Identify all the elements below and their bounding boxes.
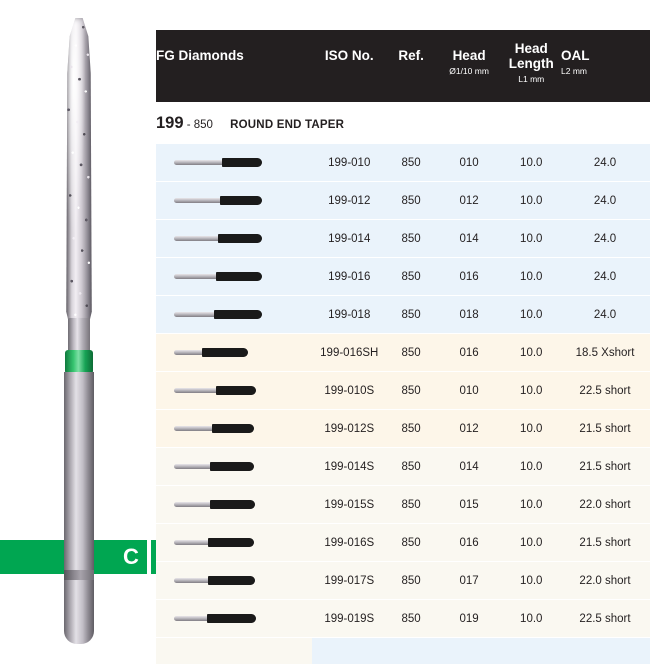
product-illustration-panel (0, 0, 156, 650)
cell-head-length: 10.0 (502, 410, 561, 448)
table-row (156, 220, 650, 258)
cell-head-length: 10.0 (502, 334, 561, 372)
cell-oal: 21.5 short (561, 448, 650, 486)
table-tail-cell (312, 638, 386, 664)
column-header-iso-no-label: ISO No. (313, 30, 386, 63)
cell-ref: 850 (386, 182, 436, 220)
row-bur-glyph-cell (156, 562, 312, 600)
row-bur-glyph-cell (156, 410, 312, 448)
bur-glyph (156, 182, 312, 219)
bur-glyph (156, 144, 312, 181)
band-gap (147, 540, 151, 574)
table-row (156, 372, 650, 410)
cell-oal: 22.5 short (561, 600, 650, 638)
bur-glyph (156, 296, 312, 333)
cell-head-length: 10.0 (502, 524, 561, 562)
row-bur-glyph-cell (156, 182, 312, 220)
cell-head-length: 10.0 (502, 486, 561, 524)
cell-iso-no: 199-012S (312, 410, 386, 448)
table-header-row (156, 30, 650, 102)
cell-head: 016 (436, 258, 502, 296)
cell-oal: 21.5 short (561, 410, 650, 448)
row-bur-glyph-cell (156, 296, 312, 334)
cell-head-length: 10.0 (502, 182, 561, 220)
cell-oal: 24.0 (561, 182, 650, 220)
cell-head: 010 (436, 372, 502, 410)
table-header (156, 30, 650, 102)
cell-head-length: 10.0 (502, 562, 561, 600)
table-row (156, 144, 650, 182)
cell-head: 016 (436, 334, 502, 372)
column-header-head-length-sub: L1 mm (502, 71, 560, 85)
cell-ref: 850 (386, 486, 436, 524)
table-row (156, 258, 650, 296)
table-row (156, 524, 650, 562)
cell-head: 012 (436, 410, 502, 448)
table-row (156, 182, 650, 220)
bur-glyph-head (222, 158, 262, 167)
cell-head-length: 10.0 (502, 258, 561, 296)
cell-iso-no: 199-014 (312, 220, 386, 258)
bur-glyph-head (214, 310, 262, 319)
cell-iso-no: 199-017S (312, 562, 386, 600)
bur-glyph-head (208, 538, 254, 547)
table-row (156, 448, 650, 486)
column-header-oal-sub: L2 mm (561, 63, 649, 77)
cell-head: 018 (436, 296, 502, 334)
table-row (156, 334, 650, 372)
table-tail-cell (386, 638, 436, 664)
bur-green-ring (65, 350, 93, 374)
cell-head-length: 10.0 (502, 144, 561, 182)
row-bur-glyph-cell (156, 448, 312, 486)
cell-oal: 24.0 (561, 220, 650, 258)
cell-head-length: 10.0 (502, 372, 561, 410)
table-tail-cell (561, 638, 650, 664)
table-row (156, 486, 650, 524)
bur-glyph-head (220, 196, 262, 205)
column-header-fg-diamonds-label: FG Diamonds (156, 30, 312, 63)
bur-glyph-head (218, 234, 262, 243)
bur-glyph-head (212, 424, 254, 433)
cell-head: 014 (436, 448, 502, 486)
table-row (156, 600, 650, 638)
column-header-head-label: Head (437, 30, 502, 63)
cell-iso-no: 199-010S (312, 372, 386, 410)
cell-head: 016 (436, 524, 502, 562)
row-bur-glyph-cell (156, 486, 312, 524)
bur-glyph (156, 334, 312, 371)
cell-head-length: 10.0 (502, 220, 561, 258)
bur-shank (64, 372, 94, 644)
table-tail-row (156, 638, 650, 664)
cell-ref: 850 (386, 524, 436, 562)
bur-glyph (156, 410, 312, 447)
cell-ref: 850 (386, 334, 436, 372)
specification-table (156, 30, 650, 664)
bur-glyph (156, 448, 312, 485)
cell-head: 012 (436, 182, 502, 220)
cell-ref: 850 (386, 258, 436, 296)
cell-head: 017 (436, 562, 502, 600)
row-bur-glyph-cell (156, 144, 312, 182)
band-letter: C (116, 544, 146, 570)
column-header-fg-diamonds (156, 30, 312, 102)
cell-head-length: 10.0 (502, 448, 561, 486)
cell-head: 015 (436, 486, 502, 524)
bur-shank-notch (64, 570, 94, 580)
group-title-row (156, 102, 650, 144)
cell-head: 010 (436, 144, 502, 182)
cell-ref: 850 (386, 144, 436, 182)
cell-head-length: 10.0 (502, 600, 561, 638)
table-row (156, 410, 650, 448)
bur-glyph (156, 486, 312, 523)
row-bur-glyph-cell (156, 524, 312, 562)
table-body (156, 102, 650, 664)
cell-iso-no: 199-019S (312, 600, 386, 638)
cell-ref: 850 (386, 220, 436, 258)
cell-oal: 24.0 (561, 258, 650, 296)
column-header-ref (386, 30, 436, 102)
group-title-cell (156, 102, 650, 144)
bur-glyph (156, 372, 312, 409)
column-header-head-length-label: Head Length (502, 30, 560, 71)
table-row (156, 562, 650, 600)
cell-ref: 850 (386, 410, 436, 448)
cell-head-length: 10.0 (502, 296, 561, 334)
bur-glyph-head (216, 272, 262, 281)
bur-glyph (156, 220, 312, 257)
diamond-bur-illustration (52, 18, 104, 638)
cell-ref: 850 (386, 296, 436, 334)
cell-ref: 850 (386, 600, 436, 638)
cell-head: 019 (436, 600, 502, 638)
cell-iso-no: 199-014S (312, 448, 386, 486)
group-title-dash: - 850 (187, 119, 213, 131)
cell-iso-no: 199-010 (312, 144, 386, 182)
cell-ref: 850 (386, 448, 436, 486)
column-header-oal-label: OAL (561, 30, 649, 63)
row-bur-glyph-cell (156, 334, 312, 372)
row-bur-glyph-cell (156, 220, 312, 258)
bur-glyph (156, 600, 312, 637)
row-bur-glyph-cell (156, 258, 312, 296)
table-tail-cell (502, 638, 561, 664)
row-bur-glyph-cell (156, 372, 312, 410)
bur-neck (68, 318, 90, 354)
cell-oal: 21.5 short (561, 524, 650, 562)
cell-oal: 22.0 short (561, 486, 650, 524)
row-bur-glyph-cell (156, 600, 312, 638)
cell-ref: 850 (386, 562, 436, 600)
cell-oal: 22.0 short (561, 562, 650, 600)
cell-oal: 18.5 Xshort (561, 334, 650, 372)
bur-grit-texture (66, 18, 92, 324)
cell-oal: 22.5 short (561, 372, 650, 410)
cell-iso-no: 199-016 (312, 258, 386, 296)
cell-iso-no: 199-016S (312, 524, 386, 562)
bur-glyph (156, 258, 312, 295)
cell-iso-no: 199-012 (312, 182, 386, 220)
cell-oal: 24.0 (561, 296, 650, 334)
bur-glyph-head (216, 386, 256, 395)
cell-oal: 24.0 (561, 144, 650, 182)
cell-iso-no: 199-018 (312, 296, 386, 334)
column-header-head (436, 30, 502, 102)
bur-glyph (156, 562, 312, 599)
column-header-ref-label: Ref. (387, 30, 436, 63)
cell-head: 014 (436, 220, 502, 258)
group-title-name: ROUND END TAPER (216, 119, 344, 131)
bur-glyph-head (210, 500, 255, 509)
group-title-number: 199 (156, 114, 184, 132)
table-tail-cell (436, 638, 502, 664)
bur-glyph-head (208, 576, 255, 585)
cell-iso-no: 199-015S (312, 486, 386, 524)
cell-iso-no: 199-016SH (312, 334, 386, 372)
column-header-oal (561, 30, 650, 102)
bur-glyph (156, 524, 312, 561)
bur-glyph-head (207, 614, 256, 623)
bur-glyph-head (202, 348, 248, 357)
column-header-head-length (502, 30, 561, 102)
table-row (156, 296, 650, 334)
bur-glyph-head (210, 462, 254, 471)
column-header-iso-no (312, 30, 386, 102)
cell-ref: 850 (386, 372, 436, 410)
table-tail-cell (156, 638, 312, 664)
column-header-head-sub: Ø1/10 mm (437, 63, 502, 77)
